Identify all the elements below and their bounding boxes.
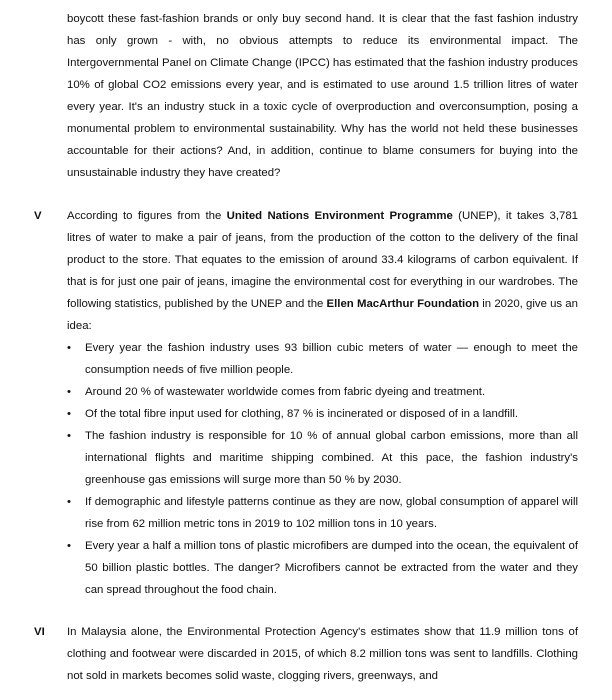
list-item [67,403,578,425]
list-item-text: If demographic and lifestyle patterns continue as they are now, global consumption of apparel will rise from 62 million metric tons in 2019 to 102 million tons in 10 years. [85,496,578,530]
list-item [67,425,578,491]
section-numeral-vi: VI [34,626,45,638]
list-item [67,381,578,403]
list-item-text: Around 20 % of wastewater worldwide comes from fabric dyeing and treatment. [85,386,486,398]
bullet-icon: • [67,342,71,354]
list-item-text: Every year the fashion industry uses 93 billion cubic meters of water — enough to meet the consumption needs of five million people. [85,342,578,376]
statistics-list [67,337,578,601]
paragraph-v [67,205,578,601]
list-item-text: The fashion industry is responsible for 10 % of annual global carbon emissions, more than all international flights and maritime shipping combined. At this pace, the fashion industry's greenhouse gas emissions will surge more than 50 % by 2030. [85,430,578,486]
bullet-icon: • [67,386,71,398]
paragraph-iv-text: boycott these fast-fashion brands or only buy second hand. It is clear that the fast fashion industry has only grown - with, no obvious attempts to reduce its environmental impact. The Intergovernmental Panel on Climate Change (IPCC) has estimated that the fashion industry produces 10% of global CO2 emissions every year, and is estimated to use around 1.5 trillion litres of water every year. It's an industry stuck in a toxic cycle of overproduction and overconsumption, posing a monumental problem to environmental sustainability. Why has the world not held these businesses accountable for their actions? And, in addition, continue to blame consumers for buying into the unsustainable industry they have created? [67,13,578,179]
paragraph-v-part2: (UNEP), it takes 3,781 litres of water to make a pair of jeans, from the production of the cotton to the delivery of the final product to the store. That equates to the emission of around 33.4 kilograms of carbon equivalent. If that is for just one pair of jeans, imagine the environmental cost for everything in our wardrobes. The following statistics, published by the UNEP and the [67,210,579,310]
bullet-icon: • [67,496,71,508]
bullet-icon: • [67,430,71,442]
paragraph-vi [67,621,578,687]
list-item-text: Every year a half a million tons of plastic microfibers are dumped into the ocean, the equivalent of 50 billion plastic bottles. The danger? Microfibers cannot be extracted from the water and they can spread throughout the food chain. [85,540,578,596]
paragraph-v-part3: in 2020, give us an idea: [67,298,578,332]
section-numeral-v: V [34,210,42,222]
paragraph-v-part1: According to figures from the [67,210,227,222]
bullet-icon: • [67,408,71,420]
list-item [67,491,578,535]
list-item [67,337,578,381]
ellen-macarthur-name: Ellen MacArthur Foundation [326,298,480,310]
list-item-text: Of the total fibre input used for clothing, 87 % is incinerated or disposed of in a landfill. [85,408,519,420]
bullet-icon: • [67,540,71,552]
paragraph-vi-text: In Malaysia alone, the Environmental Protection Agency's estimates show that 11.9 million tons of clothing and footwear were discarded in 2015, of which 8.2 million tons was sent to landfills. Clothing not sold in markets becomes solid waste, clogging rivers, greenways, and [67,626,578,682]
paragraph-v-intro [67,205,578,337]
unep-name: United Nations Environment Programme [226,210,453,222]
paragraph-iv [67,8,578,184]
list-item [67,535,578,601]
